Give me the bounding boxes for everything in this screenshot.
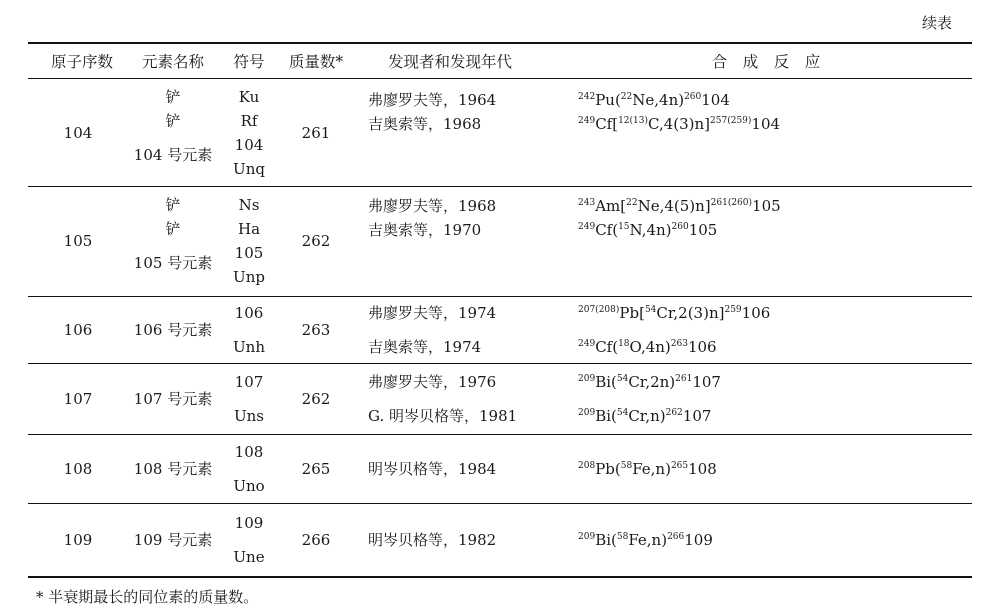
mass-number-cell: 265 bbox=[301, 459, 331, 478]
reaction-superscript: 257(259) bbox=[710, 116, 752, 126]
reaction-text: Cf( bbox=[595, 337, 619, 356]
table-caption: 续表 bbox=[921, 14, 952, 32]
reaction-superscript: 266 bbox=[667, 531, 685, 542]
discoverer-cell: 弗廖罗夫等，1974 bbox=[368, 303, 497, 322]
atomic-number-cell: 108 bbox=[63, 459, 93, 478]
row-divider bbox=[28, 186, 972, 187]
reaction-superscript: 207(208) bbox=[578, 304, 620, 315]
reaction-superscript: 249 bbox=[578, 116, 596, 126]
reaction-text: Cr,n) bbox=[628, 406, 666, 425]
reaction-text: 107 bbox=[692, 372, 721, 391]
reaction-cell bbox=[578, 337, 717, 357]
reaction-text: 109 bbox=[684, 530, 713, 549]
reaction-text: Cr,2(3)n] bbox=[656, 303, 725, 322]
reaction-superscript: 58 bbox=[616, 531, 629, 542]
reaction-superscript: 243 bbox=[578, 198, 596, 208]
reaction-text: Bi( bbox=[595, 406, 617, 425]
reaction-text: 108 bbox=[688, 459, 717, 478]
mass-number-cell: 261 bbox=[301, 124, 331, 142]
reaction-superscript: 18 bbox=[618, 338, 630, 349]
element-symbol: Ku bbox=[238, 88, 260, 106]
discoverer-cell: 明岑贝格等，1984 bbox=[368, 459, 497, 478]
table-top-rule bbox=[28, 42, 972, 44]
reaction-superscript: 209 bbox=[578, 373, 596, 384]
reaction-cell bbox=[578, 303, 770, 323]
reaction-superscript: 54 bbox=[616, 373, 629, 384]
reaction-superscript: 265 bbox=[670, 460, 689, 471]
reaction-cell bbox=[578, 220, 717, 240]
reaction-text: Cr,2n) bbox=[628, 372, 676, 391]
element-name: 铲 bbox=[165, 220, 181, 238]
reaction-superscript: 209 bbox=[578, 407, 596, 418]
reaction-text: Pu( bbox=[595, 91, 621, 109]
reaction-text: N,4n) bbox=[629, 221, 672, 239]
header-discoverer: 发现者和发现年代 bbox=[387, 53, 513, 71]
table-bottom-rule bbox=[28, 576, 972, 578]
reaction-superscript: 54 bbox=[644, 304, 657, 315]
reaction-text: Bi( bbox=[595, 372, 617, 391]
row-divider bbox=[28, 296, 972, 297]
reaction-text: 105 bbox=[752, 197, 781, 215]
element-name: 105 号元素 bbox=[133, 253, 213, 272]
element-name: 107 号元素 bbox=[133, 389, 213, 408]
reaction-cell bbox=[578, 530, 713, 550]
discoverer-cell: 吉奥索等，1970 bbox=[368, 221, 482, 239]
reaction-text: Pb( bbox=[595, 459, 621, 478]
reaction-superscript: 208 bbox=[578, 460, 596, 471]
header-bottom-rule bbox=[28, 78, 972, 79]
reaction-text: O,4n) bbox=[629, 337, 671, 356]
reaction-superscript: 249 bbox=[578, 338, 596, 349]
reaction-text: Cf( bbox=[595, 221, 619, 239]
row-divider bbox=[28, 503, 972, 504]
reaction-superscript: 261 bbox=[675, 373, 693, 384]
atomic-number-cell: 107 bbox=[63, 389, 93, 408]
reaction-cell bbox=[578, 90, 730, 110]
element-symbol: Une bbox=[233, 547, 265, 566]
reaction-text: Ne,4n) bbox=[632, 91, 685, 109]
discoverer-cell: 弗廖罗夫等，1964 bbox=[368, 91, 497, 109]
element-name: 铲 bbox=[165, 88, 181, 106]
element-symbol: Ns bbox=[238, 196, 260, 214]
atomic-number-cell: 106 bbox=[63, 320, 93, 339]
reaction-cell bbox=[578, 114, 780, 134]
atomic-number-cell: 105 bbox=[63, 232, 93, 250]
element-symbol: 106 bbox=[234, 303, 264, 322]
reaction-text: 106 bbox=[741, 303, 771, 322]
reaction-cell bbox=[578, 196, 781, 216]
element-name: 109 号元素 bbox=[133, 530, 213, 549]
element-symbol: 107 bbox=[234, 372, 264, 391]
reaction-superscript: 22 bbox=[626, 198, 638, 208]
atomic-number-cell: 104 bbox=[63, 124, 93, 142]
row-divider bbox=[28, 434, 972, 435]
header-synthesis-reaction: 合 成 反 应 bbox=[711, 53, 821, 71]
header-mass-number: 质量数* bbox=[288, 53, 344, 71]
reaction-cell bbox=[578, 406, 711, 426]
reaction-superscript: 259 bbox=[724, 304, 742, 315]
reaction-superscript: 260 bbox=[684, 92, 702, 102]
reaction-text: 104 bbox=[751, 115, 781, 133]
reaction-text: 105 bbox=[688, 221, 718, 239]
reaction-text: Am[ bbox=[595, 197, 627, 215]
element-symbol: Rf bbox=[240, 112, 258, 130]
header-atomic-number: 原子序数 bbox=[50, 53, 114, 71]
reaction-superscript: 263 bbox=[670, 338, 688, 349]
reaction-superscript: 261(260) bbox=[710, 198, 753, 208]
discoverer-cell: 吉奥索等，1968 bbox=[368, 115, 482, 133]
element-symbol: Uno bbox=[233, 476, 265, 495]
element-symbol: Uns bbox=[234, 406, 264, 425]
discoverer-cell: 明岑贝格等，1982 bbox=[368, 530, 497, 549]
reaction-superscript: 54 bbox=[616, 407, 629, 418]
discoverer-cell: 弗廖罗夫等，1976 bbox=[368, 372, 497, 391]
mass-number-cell: 262 bbox=[301, 389, 331, 408]
mass-number-cell: 266 bbox=[301, 530, 331, 549]
reaction-superscript: 15 bbox=[618, 222, 630, 232]
reaction-text: Fe,n) bbox=[628, 530, 668, 549]
mass-number-cell: 262 bbox=[301, 232, 331, 250]
reaction-text: C,4(3)n] bbox=[648, 115, 711, 133]
discoverer-cell: 吉奥索等，1974 bbox=[368, 337, 482, 356]
reaction-superscript: 242 bbox=[578, 92, 596, 102]
element-name: 108 号元素 bbox=[133, 459, 213, 478]
footnote: * 半衰期最长的同位素的质量数。 bbox=[36, 588, 259, 606]
reaction-text: Bi( bbox=[595, 530, 617, 549]
row-divider bbox=[28, 363, 972, 364]
reaction-superscript: 260 bbox=[671, 222, 689, 232]
header-element-name: 元素名称 bbox=[141, 53, 205, 71]
reaction-superscript: 262 bbox=[665, 407, 683, 418]
element-symbol: Unq bbox=[233, 160, 265, 178]
discoverer-cell: 弗廖罗夫等，1968 bbox=[368, 197, 497, 215]
reaction-superscript: 58 bbox=[620, 460, 633, 471]
reaction-superscript: 22 bbox=[620, 92, 633, 102]
element-symbol: Unh bbox=[233, 337, 265, 356]
reaction-superscript: 209 bbox=[578, 531, 596, 542]
element-symbol: 104 bbox=[234, 136, 264, 154]
element-symbol: 108 bbox=[234, 442, 264, 461]
reaction-text: Cf[ bbox=[595, 115, 619, 133]
reaction-text: Fe,n) bbox=[632, 459, 671, 478]
reaction-text: 104 bbox=[701, 91, 730, 109]
element-symbol: Ha bbox=[237, 220, 261, 238]
reaction-text: Pb[ bbox=[619, 303, 645, 322]
reaction-text: Ne,4(5)n] bbox=[637, 197, 711, 215]
mass-number-cell: 263 bbox=[301, 320, 331, 339]
header-symbol: 符号 bbox=[233, 53, 265, 71]
atomic-number-cell: 109 bbox=[63, 530, 93, 549]
element-name: 104 号元素 bbox=[133, 145, 213, 164]
element-name: 106 号元素 bbox=[133, 320, 213, 339]
reaction-cell bbox=[578, 372, 721, 392]
element-symbol: Unp bbox=[233, 268, 265, 286]
element-name: 铲 bbox=[165, 112, 181, 130]
reaction-text: 106 bbox=[687, 337, 717, 356]
element-symbol: 105 bbox=[234, 244, 264, 262]
element-name: 铲 bbox=[165, 196, 181, 214]
discoverer-cell: G. 明岑贝格等，1981 bbox=[368, 406, 518, 425]
reaction-superscript: 249 bbox=[578, 222, 596, 232]
reaction-cell bbox=[578, 459, 717, 479]
reaction-text: 107 bbox=[682, 406, 712, 425]
element-symbol: 109 bbox=[234, 513, 264, 532]
reaction-superscript: 12(13) bbox=[618, 116, 649, 126]
